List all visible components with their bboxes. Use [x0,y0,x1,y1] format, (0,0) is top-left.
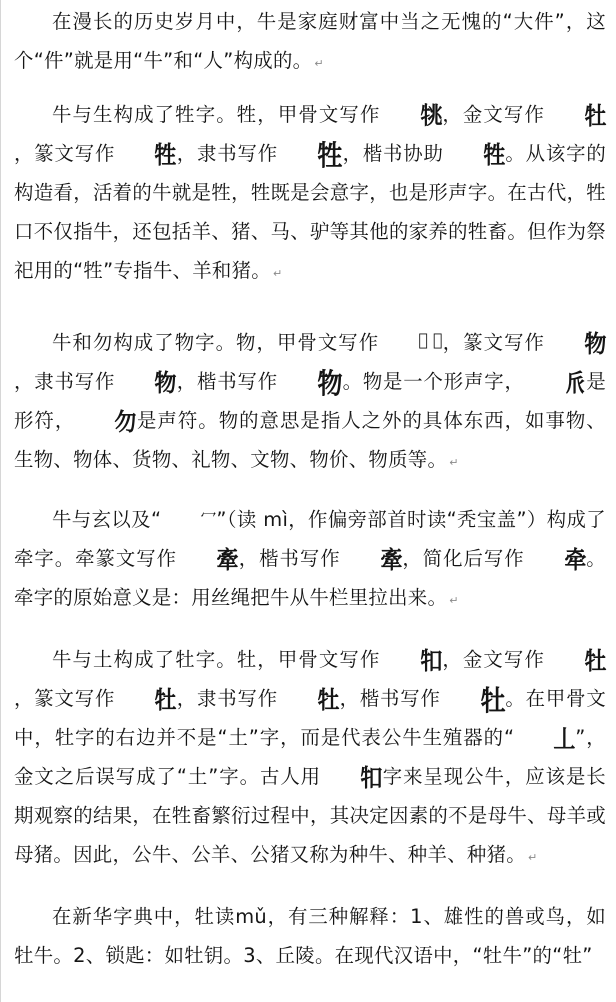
paragraph-text: ，篆文写作 [441,331,545,354]
paragraph-text: ，楷书协助 [342,142,444,165]
paragraph-text: ”，金文之后误写成了“土”字。古人用 [14,726,606,788]
regular-glyph: 牽 [380,545,403,574]
paragraph-text: 牛与土构成了牡字。牡，甲骨文写作 [52,648,381,671]
paragraph-text: ，金文写作 [441,103,545,126]
paragraph-mark-icon: ↵ [272,267,283,280]
paragraph-text: 牛与玄以及“ [52,508,162,531]
paragraph-text: ，楷书写作 [339,687,441,710]
paragraph-6 [14,897,606,975]
paragraph-3 [14,323,606,482]
seal-glyph: 牲 [154,140,177,169]
paragraph-text: ，简化后写作 [401,547,525,570]
paragraph-mark-icon: ↵ [314,57,324,70]
seal-glyph: 牽 [216,545,239,574]
oracle-bone-glyph: 𢀳 𠂢 [418,329,443,351]
clerical-glyph: 牡 [317,685,340,714]
paragraph-text: 是形符， [14,370,607,432]
phallus-component-glyph: 丄 [553,724,576,753]
paragraph-text: ”（读 mì，作偏旁部首时读“秃宝盖”）构成了牵字。牵篆文写作 [14,508,606,570]
paragraph-1 [14,2,606,83]
regular-glyph: 牲 [483,140,506,169]
paragraph-mark-icon: ↵ [527,851,538,864]
paragraph-text: ，隶书写作 [14,370,116,393]
regular-glyph: 牡 [480,683,506,718]
paragraph-text: ，篆文写作 [14,687,116,710]
clerical-glyph: 物 [154,368,177,397]
seal-glyph: 牡 [154,685,177,714]
paragraph-text: 在漫长的历史岁月中，牛是家庭财富中当之无愧的“大件”，这个“件”就是用“牛”和“人”构成的。 [14,10,606,72]
oracle-bone-glyph: 𤘘 [360,763,383,792]
paragraph-mark-icon: ↵ [449,594,459,607]
paragraph-text: ，金文写作 [441,648,545,671]
form-component-glyph: 𠂢 [564,368,587,397]
paragraph-text: ，隶书写作 [176,142,279,165]
clerical-glyph: 牲 [317,138,343,173]
paragraph-text: 。物是一个形声字， [342,370,525,393]
paragraph-text: 牛与生构成了牲字。牲，甲骨文写作 [52,103,381,126]
paragraph-text: 在新华字典中，牡读mǔ，有三种解释：1、雄性的兽或鸟，如牡牛。2、锁匙：如牡钥。3、丘陵。在现代汉语中，“牡牛”的“牡” [14,905,606,967]
radical-glyph: 冖 [200,506,217,528]
paragraph-text: ，隶书写作 [176,687,279,710]
paragraph-mark-icon: ↵ [449,456,459,469]
paragraph-text: 是声符。物的意思是指人之外的具体东西，如事物、生物、物体、货物、礼物、文物、物价、物质等。 [14,409,606,471]
bronze-glyph: 牡 [584,101,607,130]
paragraph-text: 字来呈现公牛，应该是长期观察的结果，在牲畜繁衍过程中，其决定因素的不是母牛、母羊或母猪。因此，公牛、公羊、公猪又称为种牛、种羊、种猪。 [14,765,606,866]
paragraph-4 [14,500,606,620]
oracle-bone-glyph: 𤙔 [419,101,442,130]
regular-glyph: 物 [317,366,343,401]
paragraph-text: ，楷书写作 [238,547,341,570]
paragraph-2 [14,95,606,293]
paragraph-text: 。从该字的构造看，活着的牛就是牲，牲既是会意字，也是形声字。在古代，牲口不仅指牛，还包括羊、猪、马、驴等其他的家养的牲畜。但作为祭祀用的“牲”专指牛、羊和猪。 [14,142,607,282]
paragraph-text: ，篆文写作 [14,142,116,165]
paragraph-text: ，楷书写作 [176,370,279,393]
bronze-glyph: 牡 [584,646,607,675]
document-page [14,2,606,975]
paragraph-text: 。在甲骨文中，牡字的右边并不是“土”字，而是代表公牛生殖器的“ [14,687,607,749]
oracle-bone-glyph: 𤘘 [419,646,442,675]
paragraph-5 [14,640,606,877]
seal-glyph: 物 [584,329,607,358]
sound-component-glyph: 勿 [114,407,137,436]
simplified-glyph: 牵 [564,545,587,574]
paragraph-text: 牛和勿构成了物字。物，甲骨文写作 [52,331,380,354]
page-margin-line [0,0,1,1002]
paragraph-text: 。牵字的原始意义是：用丝绳把牛从牛栏里拉出来。 [14,547,606,609]
